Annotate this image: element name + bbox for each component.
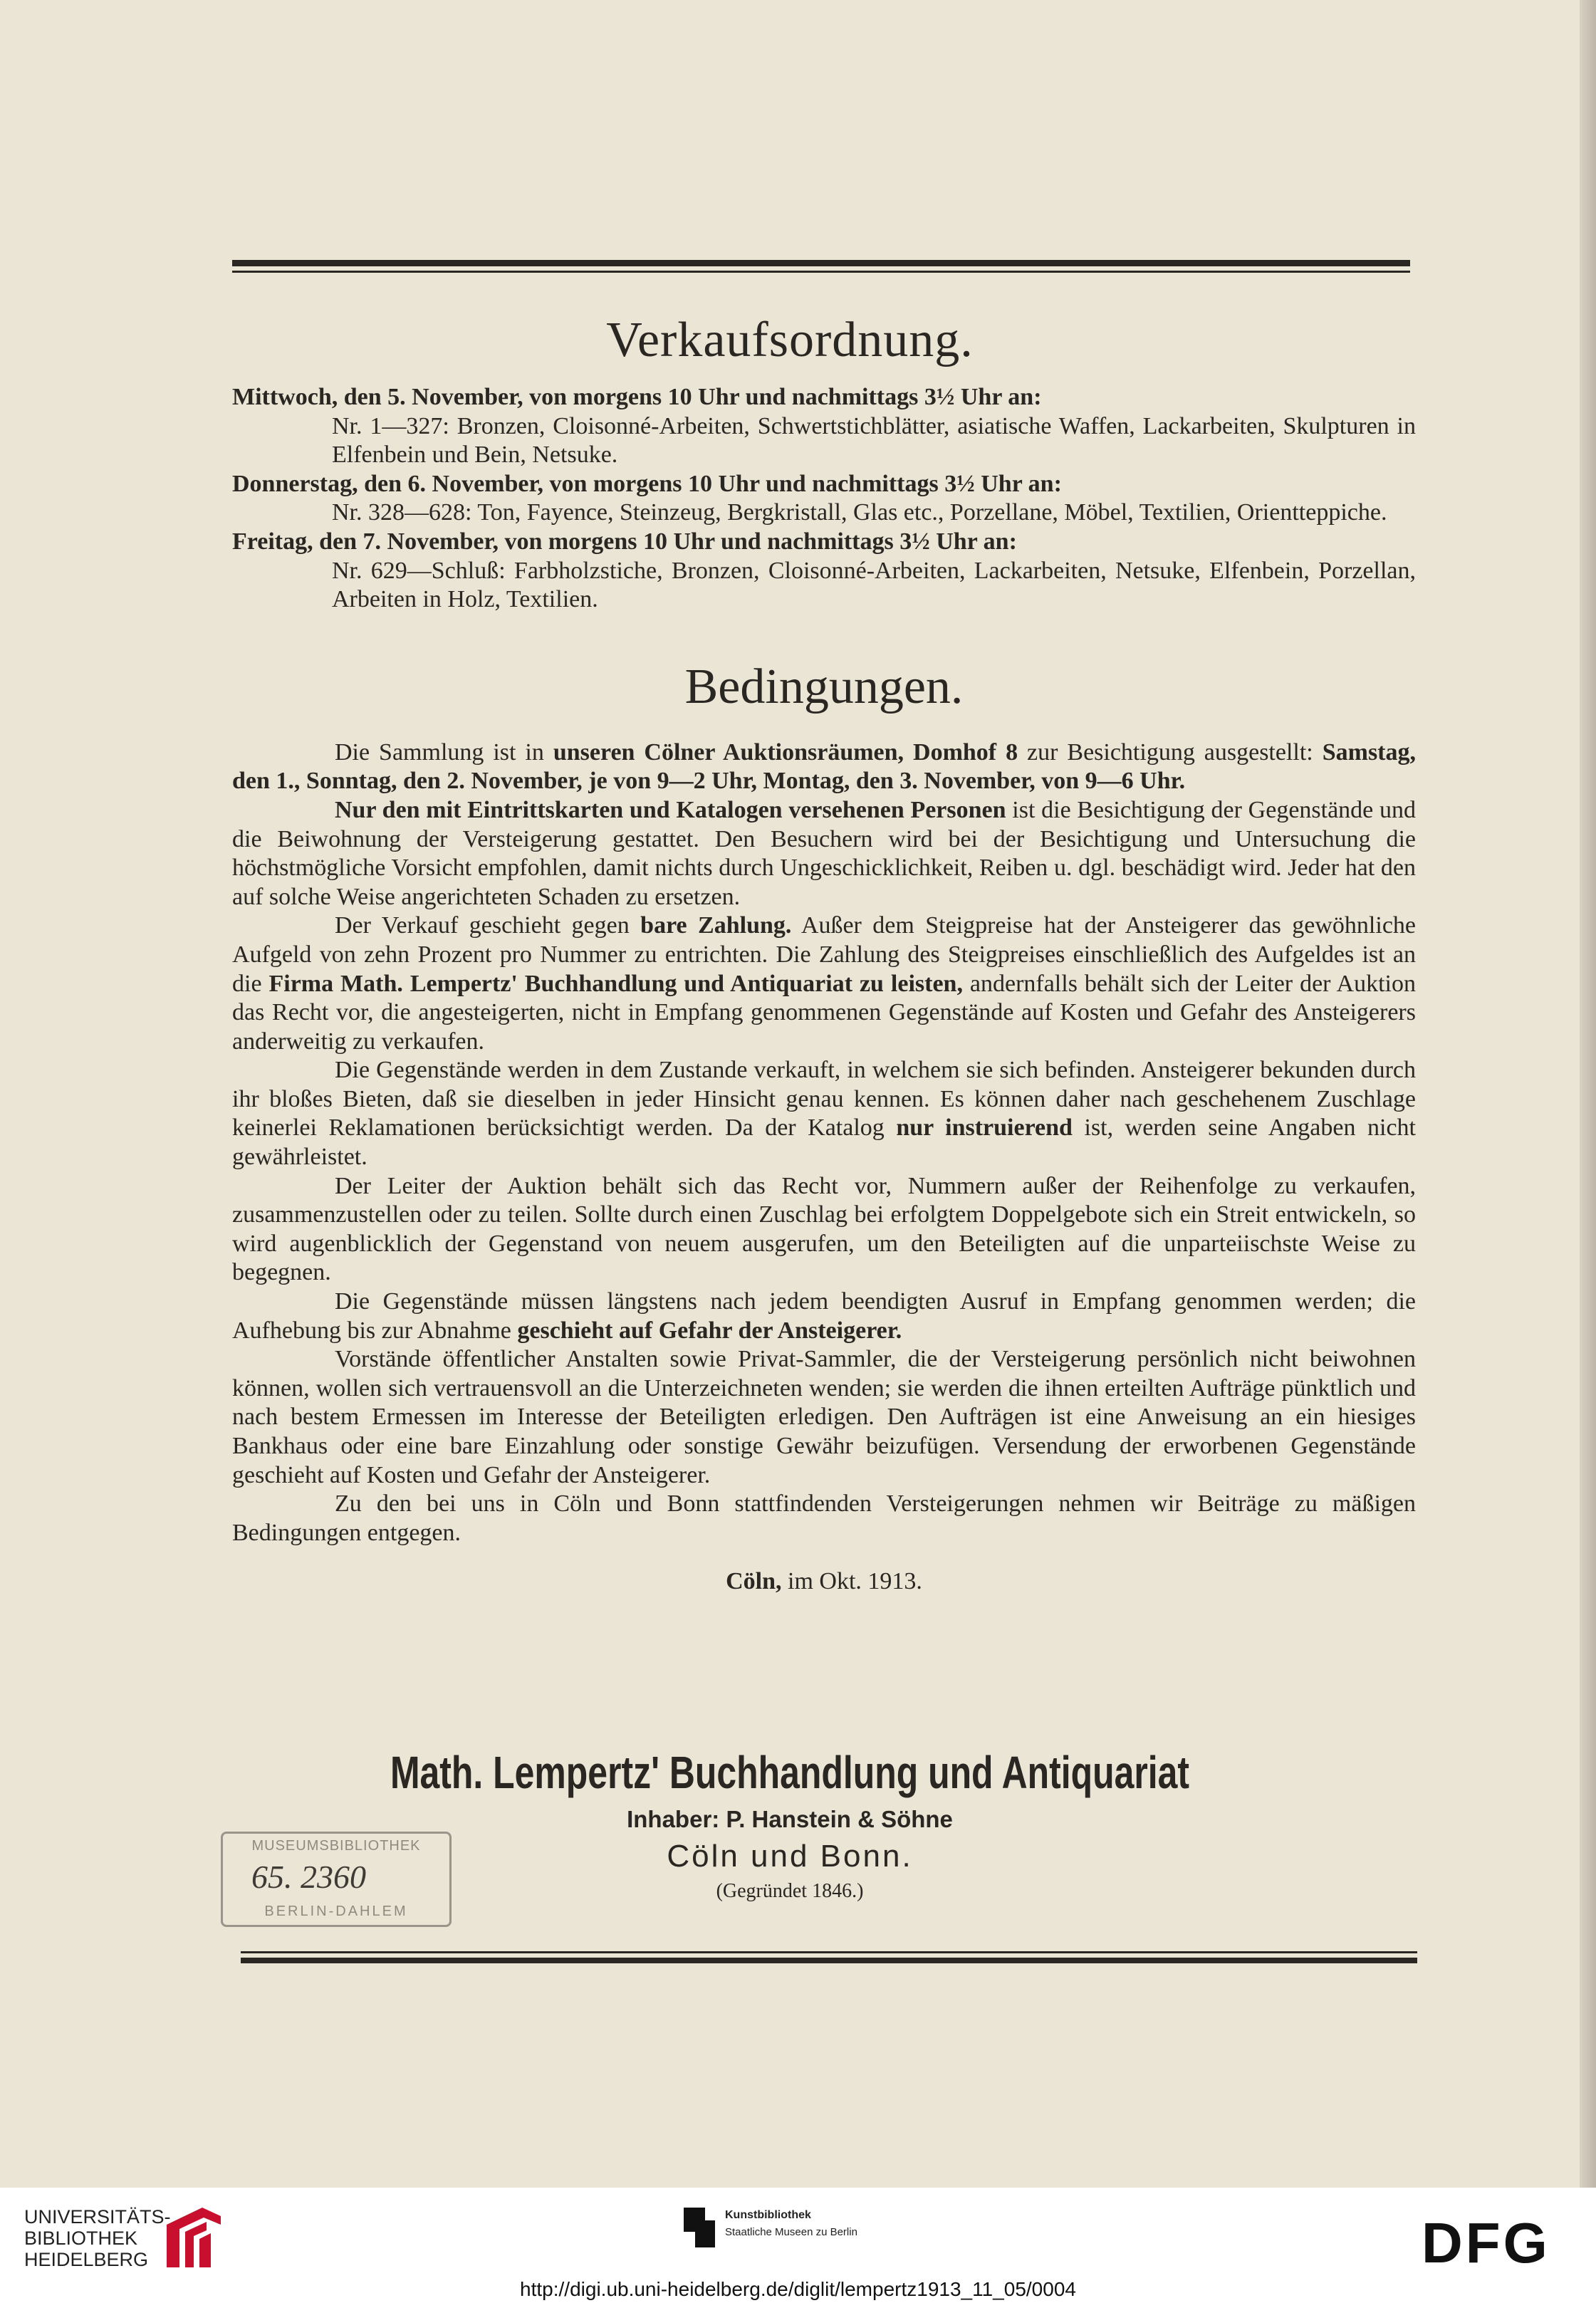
- firm-name: Math. Lempertz' Buchhandlung und Antiquariat: [390, 1747, 1190, 1798]
- kb-title: Kunstbibliothek: [725, 2209, 811, 2221]
- library-name-line: HEIDELBERG: [24, 2249, 149, 2270]
- stamp-handwritten-number: 65. 2360: [251, 1859, 366, 1895]
- kb-subtitle: Staatliche Museen zu Berlin: [725, 2226, 857, 2238]
- place-and-date: [232, 1567, 1416, 1597]
- dfg-logo[interactable]: DFG: [1422, 2211, 1550, 2275]
- library-name-line: BIBLIOTHEK: [24, 2228, 138, 2249]
- condition-paragraph: [232, 1172, 1416, 1288]
- university-library-logo[interactable]: [24, 2206, 171, 2270]
- paragraph-text: ist die Besichtigung der Gegenstände und die Beiwohnung der Versteigerung gestattet. Den Besuchern wird bei der Besichtigung und Untersuchung die höchstmögliche Vorsicht empfohlen, damit nichts durch Ungeschicklichkeit, Reiben u. dgl. beschädigt wird. Jeder hat den auf solche Weise angerichteten Schaden zu ersetzen.: [232, 796, 1416, 910]
- paragraph-text: Außer dem Steigpreise hat der Ansteigerer das gewöhnliche Aufgeld von zehn Prozent pro Nummer zu entrichten. Die Zahlung des Steigpreises einschließlich des Aufgeldes ist an die: [232, 912, 1417, 997]
- page-edge: [1580, 0, 1596, 2188]
- emphasized-text: Samstag, den 1., Sonntag, den 2. November, je von 9—2 Uhr, Montag, den 3. November, von 9—6 Uhr.: [232, 738, 1417, 795]
- paragraph-text: zur Besichtigung ausgestellt:: [1018, 738, 1323, 766]
- conditions-text: [232, 738, 1416, 1548]
- condition-paragraph: [232, 796, 1416, 912]
- kunstbibliothek-logo-icon: [684, 2208, 715, 2247]
- document-body: [232, 383, 1416, 1597]
- firm-founded: (Gegründet 1846.): [716, 1880, 864, 1902]
- paragraph-text: ist, werden seine Angaben nicht gewährleistet.: [232, 1114, 1416, 1171]
- paragraph-text: Die Gegenstände werden in dem Zustande verkauft, in welchem sie sich befinden. Ansteigerer bekunden durch ihr bloßes Bieten, daß sie dieselben in jeder Hinsicht genau kennen. Es können daher nach geschehenem Zuschlage keinerlei Reklamationen berücksichtigt werden. Da der Katalog: [232, 1057, 1416, 1142]
- paragraph-text: andernfalls behält sich der Leiter der Auktion das Recht vor, die angesteigerten, nicht in Empfang genommenen Gegenstände auf Kosten und Gefahr des Ansteigerers anderweitig zu verkaufen.: [232, 970, 1416, 1055]
- condition-paragraph: [232, 1345, 1416, 1490]
- condition-paragraph: [232, 1288, 1416, 1345]
- schedule-day: Donnerstag, den 6. November, von morgens 10 Uhr und nachmittags 3½ Uhr an:: [232, 470, 1062, 497]
- stamp-top-text: MUSEUMSBIBLIOTHEK: [251, 1838, 421, 1854]
- kunstbibliothek-name[interactable]: [725, 2209, 857, 2238]
- schedule-items: Nr. 629—Schluß: Farbholzstiche, Bronzen, Cloisonné-Arbeiten, Lackarbeiten, Netsuke, Elfenbein, Porzellan, Arbeiten in Holz, Textilien.: [332, 557, 1416, 613]
- schedule-items: Nr. 328—628: Ton, Fayence, Steinzeug, Bergkristall, Glas etc., Porzellane, Möbel, Textilien, Orientteppiche.: [332, 499, 1387, 526]
- sale-schedule: [232, 383, 1416, 615]
- condition-paragraph: [232, 1056, 1416, 1171]
- emphasized-text: unseren Cölner Auktionsräumen, Domhof 8: [553, 738, 1018, 766]
- emphasized-text: geschieht auf Gefahr der Ansteigerer.: [517, 1317, 902, 1344]
- paragraph-text: Zu den bei uns in Cöln und Bonn stattfindenden Versteigerungen nehmen wir Beiträge zu mäßigen Bedingungen entgegen.: [232, 1490, 1416, 1546]
- conditions-heading: Bedingungen.: [684, 659, 964, 714]
- schedule-day: Freitag, den 7. November, von morgens 10 Uhr und nachmittags 3½ Uhr an:: [232, 528, 1017, 555]
- paragraph-text: Vorstände öffentlicher Anstalten sowie Privat-Sammler, die der Versteigerung persönlich nicht beiwohnen können, wollen sich vertrauensvoll an die Unterzeichneten wenden; sie werden die ihnen erteilten Aufträge pünktlich und nach bestem Ermessen im Interesse der Beteiligten erledigen. Den Aufträgen ist eine Anweisung an ein hiesiges Bankhaus oder eine bare Einzahlung oder sonstige Gewähr beizufügen. Versendung der erworbenen Gegenstände geschieht auf Kosten und Gefahr der Ansteigerer.: [232, 1346, 1416, 1488]
- page-url[interactable]: http://digi.ub.uni-heidelberg.de/diglit/lempertz1913_11_05/0004: [520, 2278, 1076, 2300]
- bottom-double-rule: [241, 1951, 1417, 1963]
- paragraph-text: Die Gegenstände müssen längstens nach jedem beendigten Ausruf in Empfang genommen werden; die Aufhebung bis zur Abnahme: [232, 1288, 1416, 1344]
- university-seal-icon: [160, 2203, 225, 2272]
- condition-paragraph: [232, 738, 1416, 796]
- schedule-items: Nr. 1—327: Bronzen, Cloisonné-Arbeiten, Schwertstichblätter, asiatische Waffen, Lackarbeiten, Skulpturen in Elfenbein und Bein, Netsuke.: [332, 412, 1416, 469]
- stamp-bottom-text: BERLIN-DAHLEM: [264, 1904, 408, 1919]
- library-stamp: [221, 1832, 452, 1927]
- viewer-footer: [0, 2188, 1596, 2303]
- condition-paragraph: [232, 1490, 1416, 1547]
- emphasized-text: bare Zahlung.: [640, 912, 792, 939]
- firm-owner: Inhaber: P. Hanstein & Söhne: [627, 1806, 953, 1832]
- place: Cöln,: [726, 1568, 782, 1595]
- sale-order-heading: Verkaufsordnung.: [606, 313, 974, 367]
- emphasized-text: nur instruierend: [896, 1114, 1073, 1142]
- firm-city: Cöln und Bonn.: [667, 1839, 913, 1874]
- library-name-line: UNIVERSITÄTS-: [24, 2206, 171, 2228]
- condition-paragraph: [232, 912, 1416, 1056]
- paragraph-text: Der Leiter der Auktion behält sich das Recht vor, Nummern außer der Reihenfolge zu verkaufen, zusammenzustellen oder zu teilen. Sollte durch einen Zuschlag bei erfolgtem Doppelgebote sich ein Streit entwickeln, so wird augenblicklich der Gegenstand von neuem ausgerufen, um den Beteiligten auf die unparteiischste Weise zu begegnen.: [232, 1172, 1416, 1286]
- schedule-day: Mittwoch, den 5. November, von morgens 10 Uhr und nachmittags 3½ Uhr an:: [232, 384, 1042, 410]
- paragraph-text: Der Verkauf geschieht gegen: [335, 912, 641, 939]
- paragraph-text: Die Sammlung ist in: [335, 738, 553, 766]
- emphasized-text: Firma Math. Lempertz' Buchhandlung und Antiquariat zu leisten,: [268, 970, 963, 997]
- emphasized-text: Nur den mit Eintrittskarten und Katalogen versehenen Personen: [335, 796, 1006, 823]
- date: im Okt. 1913.: [788, 1568, 922, 1595]
- top-double-rule: [232, 260, 1410, 273]
